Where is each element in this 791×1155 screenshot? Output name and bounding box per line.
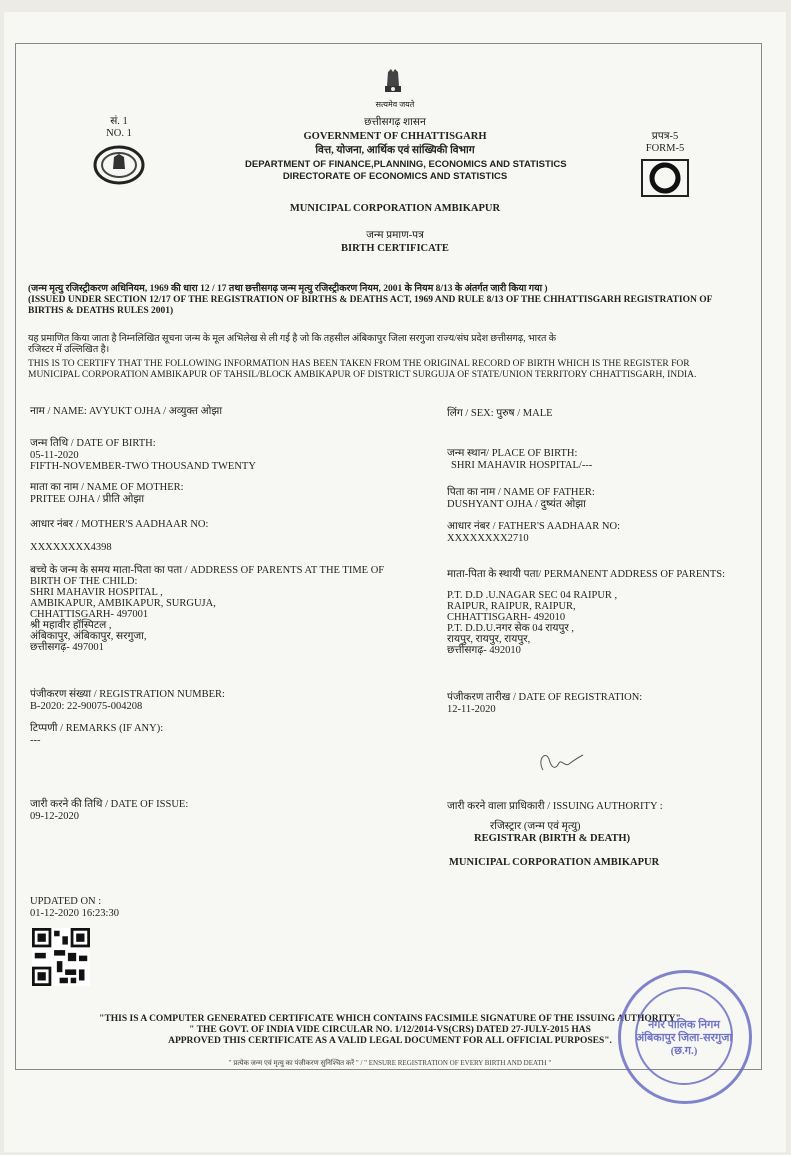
remarks-value: ---: [30, 735, 41, 746]
qr-code-icon: [32, 928, 90, 986]
satyamev-jayate: सत्यमेव जयते: [375, 100, 415, 109]
address-perm-line: CHHATTISGARH- 492010: [447, 612, 566, 623]
gov-hindi: छत्तीसगढ़ शासन: [364, 117, 426, 128]
issue-date-value: 09-12-2020: [30, 811, 79, 822]
mother-label: माता का नाम / NAME OF MOTHER:: [30, 482, 184, 493]
footer-line-1: "THIS IS A COMPUTER GENERATED CERTIFICATE WHICH CONTAINS FACSIMILE SIGNATURE OF THE ISSUING AUTHORITY": [99, 1014, 681, 1024]
address-birth-line: SHRI MAHAVIR HOSPITAL ,: [30, 587, 163, 598]
address-perm-line: रायपुर, रायपुर, रायपुर,: [447, 634, 531, 645]
no-english: NO. 1: [106, 128, 132, 139]
father-value: DUSHYANT OJHA / दुष्यंत ओझा: [447, 499, 586, 510]
child-name: नाम / NAME: AVYUKT OJHA / अव्युक्त ओझा: [30, 406, 223, 417]
no-hindi: सं. 1: [110, 116, 128, 127]
footer-line-3: APPROVED THIS CERTIFICATE AS A VALID LEGAL DOCUMENT FOR ALL OFFICIAL PURPOSES".: [168, 1036, 612, 1046]
pob-value: SHRI MAHAVIR HOSPITAL/---: [451, 460, 593, 471]
official-stamp: [618, 970, 752, 1104]
sex: लिंग / SEX: पुरुष / MALE: [447, 408, 553, 419]
chhattisgarh-seal-icon: [93, 145, 145, 185]
stamp-text: नगर पालिक निगम अंबिकापुर जिला-सरगुजा (छ.ग.): [635, 1019, 733, 1057]
father-label: पिता का नाम / NAME OF FATHER:: [447, 487, 595, 498]
footer-line-4: " प्रत्येक जन्म एवं मृत्यु का पंजीकरण सुनिश्चित करें " / " ENSURE REGISTRATION OF EVERY BIRTH AND DEATH ": [228, 1059, 552, 1067]
reg-date-label: पंजीकरण तारीख / DATE OF REGISTRATION:: [447, 692, 643, 703]
address-birth-line: श्री महावीर हॉस्पिटल ,: [30, 620, 112, 631]
father-aadhaar-value: XXXXXXXX2710: [447, 533, 529, 544]
form-hindi: प्रपत्र-5: [651, 131, 679, 142]
dob-label: जन्म तिथि / DATE OF BIRTH:: [30, 438, 156, 449]
father-aadhaar-label: आधार नंबर / FATHER'S AADHAAR NO:: [447, 521, 620, 532]
address-birth-line: अंबिकापुर, अंबिकापुर, सरगुजा,: [30, 631, 147, 642]
dept-english: DEPARTMENT OF FINANCE,PLANNING, ECONOMICS AND STATISTICS: [245, 159, 567, 170]
preamble-english-1: (ISSUED UNDER SECTION 12/17 OF THE REGISTRATION OF BIRTHS & DEATHS ACT, 1969 AND RULE 8/13 OF THE CHHATTISGARH REGISTRATION OF: [28, 295, 713, 305]
issue-date-label: जारी करने की तिथि / DATE OF ISSUE:: [30, 799, 189, 810]
title-hindi: जन्म प्रमाण-पत्र: [366, 230, 424, 241]
reg-no-label: पंजीकरण संख्या / REGISTRATION NUMBER:: [30, 689, 225, 700]
certify-english-2: MUNICIPAL CORPORATION AMBIKAPUR OF TAHSIL/BLOCK AMBIKAPUR OF DISTRICT SURGUJA OF STATE/UNION TERRITORY CHHATTISGARH, INDIA.: [28, 370, 697, 380]
signature-icon: [535, 745, 585, 780]
updated-value: 01-12-2020 16:23:30: [30, 908, 119, 919]
authority-label: जारी करने वाला प्राधिकारी / ISSUING AUTHORITY :: [447, 801, 663, 812]
mother-aadhaar-value: XXXXXXXX4398: [30, 542, 112, 553]
address-birth-label-2: BIRTH OF THE CHILD:: [30, 576, 138, 587]
address-perm-line: छत्तीसगढ़- 492010: [447, 645, 521, 656]
address-birth-line: AMBIKAPUR, AMBIKAPUR, SURGUJA,: [30, 598, 216, 609]
certify-hindi-2: रजिस्टर में उल्लिखित है।: [28, 345, 110, 355]
census-logo-icon: [640, 158, 690, 198]
address-perm-line: P.T. D.D .U.NAGAR SEC 04 RAIPUR ,: [447, 590, 618, 601]
address-birth-label-1: बच्चे के जन्म के समय माता-पिता का पता / ADDRESS OF PARENTS AT THE TIME OF: [30, 565, 385, 576]
pob-label: जन्म स्थान/ PLACE OF BIRTH:: [447, 448, 578, 459]
dob-value: 05-11-2020: [30, 450, 79, 461]
registrar-english: REGISTRAR (BIRTH & DEATH): [474, 833, 631, 844]
directorate: DIRECTORATE OF ECONOMICS AND STATISTICS: [282, 171, 508, 182]
corporation-name: MUNICIPAL CORPORATION AMBIKAPUR: [289, 203, 501, 214]
form-english: FORM-5: [645, 143, 685, 154]
reg-date-value: 12-11-2020: [447, 704, 496, 715]
certify-english-1: THIS IS TO CERTIFY THAT THE FOLLOWING INFORMATION HAS BEEN TAKEN FROM THE ORIGINAL RECORD OF BIRTH WHICH IS THE REGISTER FOR: [28, 359, 690, 369]
authority-corporation: MUNICIPAL CORPORATION AMBIKAPUR: [449, 857, 660, 868]
address-perm-line: P.T. D.D.U.नगर सेक 04 रायपुर ,: [447, 623, 574, 634]
dept-hindi: वित्त, योजना, आर्थिक एवं सांख्यिकी विभाग: [315, 145, 475, 156]
ashoka-emblem-icon: [378, 66, 408, 96]
registrar-hindi: रजिस्ट्रार (जन्म एवं मृत्यु): [490, 821, 581, 832]
mother-value: PRITEE OJHA / प्रीति ओझा: [30, 494, 145, 505]
preamble-hindi: (जन्म मृत्यु रजिस्ट्रीकरण अधिनियम, 1969 की धारा 12 / 17 तथा छत्तीसगढ़ जन्म मृत्यु रजिस्ट्रीकरण नियम, 2001 के नियम 8/13 के अंतर्गत जारी किया गया ): [28, 284, 548, 294]
certify-hindi-1: यह प्रमाणित किया जाता है निम्नलिखित सूचना जन्म के मूल अभिलेख से ली गई है जो कि तहसील अंबिकापुर जिला सरगुजा राज्य/संघ प्रदेश छत्तीसगढ़, भारत के: [28, 334, 557, 344]
address-perm-label: माता-पिता के स्थायी पता/ PERMANENT ADDRESS OF PARENTS:: [447, 569, 726, 580]
title-english: BIRTH CERTIFICATE: [341, 243, 449, 254]
remarks-label: टिप्पणी / REMARKS (IF ANY):: [30, 723, 164, 734]
preamble-english-2: BIRTHS & DEATHS RULES 2001): [28, 306, 174, 316]
gov-english: GOVERNMENT OF CHHATTISGARH: [303, 131, 487, 142]
updated-label: UPDATED ON :: [30, 896, 102, 907]
address-birth-line: CHHATTISGARH- 497001: [30, 609, 149, 620]
reg-no-value: B-2020: 22-90075-004208: [30, 701, 143, 712]
mother-aadhaar-label: आधार नंबर / MOTHER'S AADHAAR NO:: [30, 519, 209, 530]
dob-words: FIFTH-NOVEMBER-TWO THOUSAND TWENTY: [30, 461, 256, 472]
footer-line-2: " THE GOVT. OF INDIA VIDE CIRCULAR NO. 1/12/2014-VS(CRS) DATED 27-JULY-2015 HAS: [189, 1025, 591, 1035]
address-perm-line: RAIPUR, RAIPUR, RAIPUR,: [447, 601, 576, 612]
address-birth-line: छत्तीसगढ़- 497001: [30, 642, 104, 653]
